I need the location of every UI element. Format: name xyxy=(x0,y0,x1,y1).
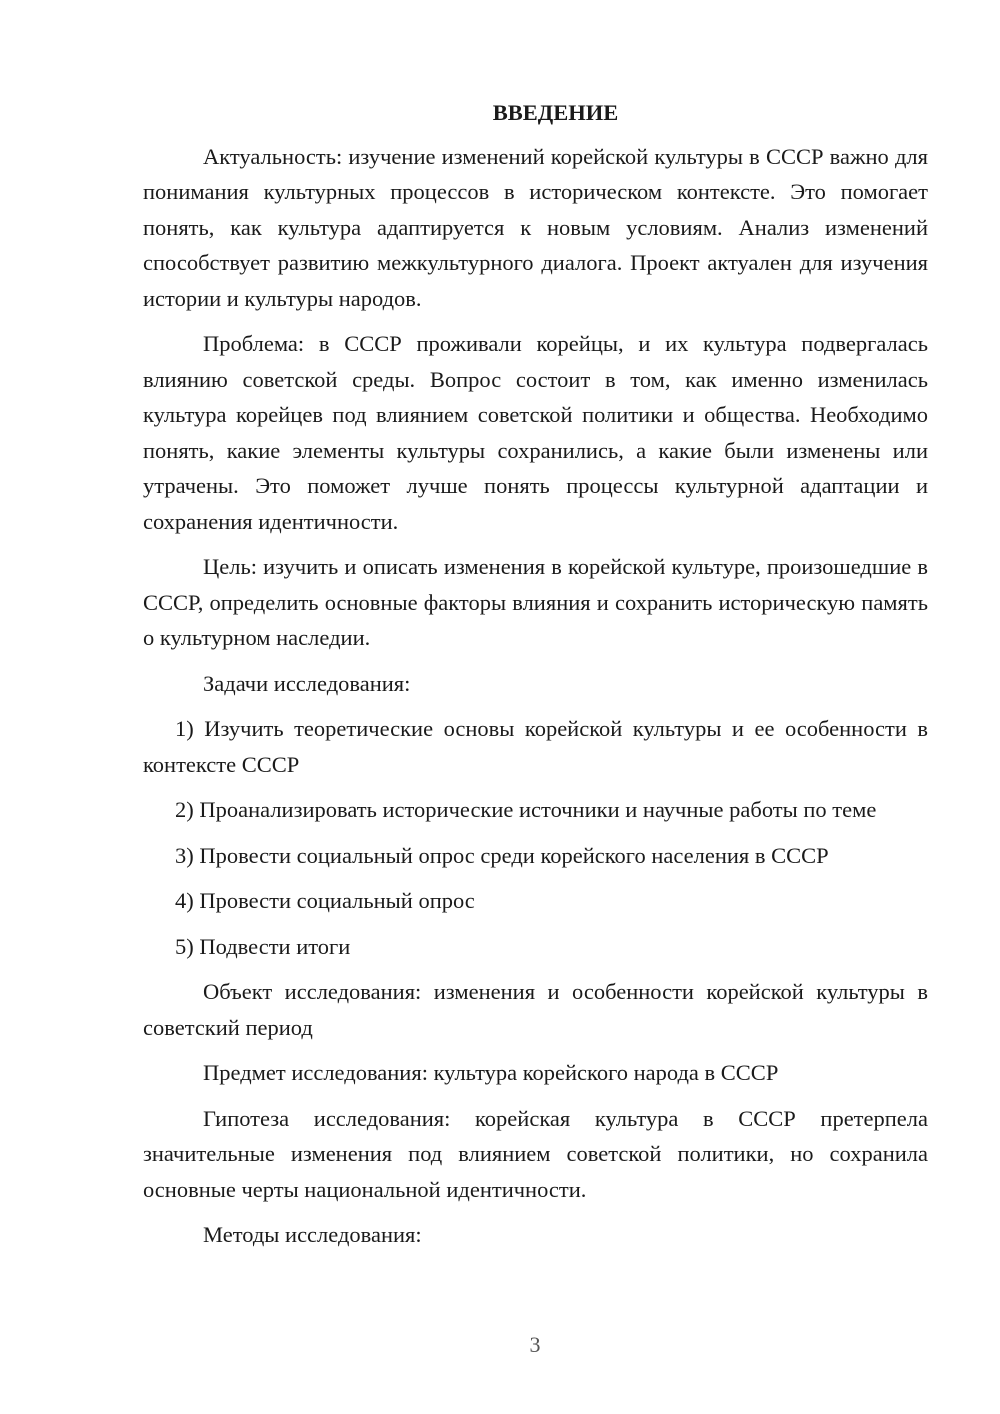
tasks-heading: Задачи исследования: xyxy=(203,670,411,696)
task-item-3: 3) Провести социальный опрос среди корейского населения в СССР xyxy=(175,842,829,868)
task-item-5: 5) Подвести итоги xyxy=(175,933,351,959)
paragraph-goal: Цель: изучить и описать изменения в корейской культуре, произошедшие в СССР, определить основные факторы влияния и сохранить историческую память о культурном наследии. xyxy=(143,554,928,650)
task-item-4: 4) Провести социальный опрос xyxy=(175,888,475,913)
page-number: 3 xyxy=(529,1332,541,1357)
paragraph-subject: Предмет исследования: культура корейского народа в СССР xyxy=(203,1060,779,1085)
paragraph-object: Объект исследования: изменения и особенности корейской культуры в советский период xyxy=(143,979,928,1040)
paragraph-relevance: Актуальность: изучение изменений корейской культуры в СССР важно для понимания культурных процессов в историческом контексте. Это помогает понять, как культура адаптируется к новым условиям. Анализ изменений способствует развитию межкультурного диалога. Проект актуален для изучения истории и культуры народов. xyxy=(143,143,928,311)
task-item-2: 2) Проанализировать исторические источники и научные работы по теме xyxy=(175,797,877,822)
section-title: ВВЕДЕНИЕ xyxy=(492,100,619,125)
paragraph-hypothesis: Гипотеза исследования: корейская культура в СССР претерпела значительные изменения под влиянием советской политики, но сохранила основные черты национальной идентичности. xyxy=(143,1105,928,1202)
task-item-1: 1) Изучить теоретические основы корейской культуры и ее особенности в контексте СССР xyxy=(143,716,928,777)
page-content xyxy=(143,95,928,1263)
methods-heading: Методы исследования: xyxy=(203,1222,422,1247)
paragraph-problem: Проблема: в СССР проживали корейцы, и их культура подвергалась влиянию советской среды. Вопрос состоит в том, как именно изменилась культура корейцев под влиянием советской политики и общества. Необходимо понять, какие элементы культуры сохранились, а какие были изменены или утрачены. Это поможет лучше понять процессы культурной адаптации и сохранения идентичности. xyxy=(143,331,928,534)
